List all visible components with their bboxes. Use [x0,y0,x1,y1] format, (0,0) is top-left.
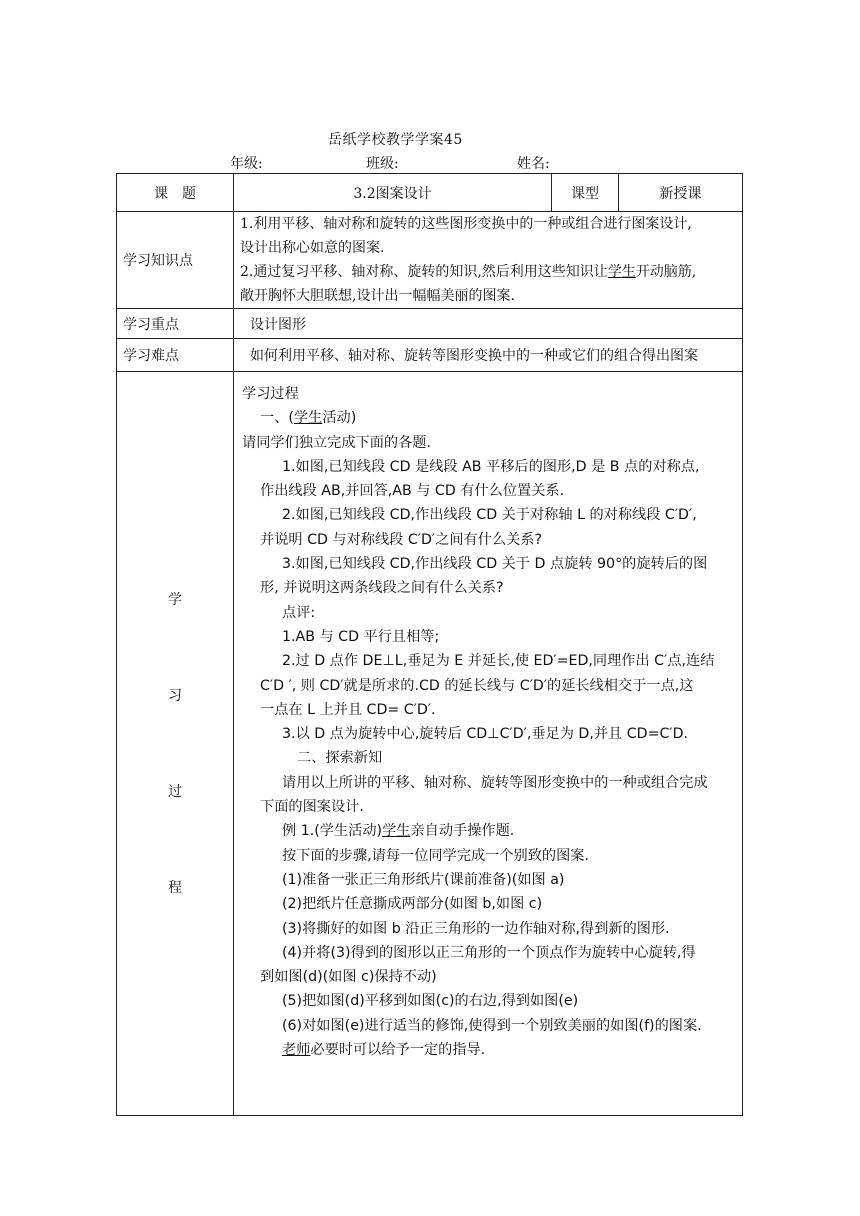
key-point-row [117,309,743,339]
process-line: 并说明 CD 与对称线段 C′D′之间有什么关系? [260,531,542,548]
type-value: 新授课 [619,174,743,212]
process-row [117,372,743,1116]
knowledge-label: 学习知识点 [117,212,234,309]
process-line: 形, 并说明这两条线段之间有什么关系? [260,580,504,597]
grade-label: 年级: [230,156,263,172]
process-line: 3.如图,已知线段 CD,作出线段 CD 关于 D 点旋转 90°的旋转后的图 [282,556,708,573]
topic-row [117,174,743,212]
process-line: 一点在 L 上并且 CD= C′D′. [260,701,436,718]
name-label: 姓名: [517,156,550,172]
process-line: 例 1.(学生活动)学生亲自动手操作题. [282,823,515,840]
process-line: 下面的图案设计. [260,799,364,816]
process-line: 老师必要时可以给予一定的指导. [282,1042,486,1059]
process-line: C′D ′, 则 CD′就是所求的.CD 的延长线与 C′D′的延长线相交于一点,这 [260,677,694,694]
student-link[interactable]: 学生 [382,823,411,840]
key-point-label: 学习重点 [117,309,234,339]
document-title: 岳纸学校教学学案45 [328,132,463,148]
topic-label: 课 题 [117,174,234,212]
process-line: (5)把如图(d)平移到如图(c)的右边,得到如图(e) [282,993,579,1010]
process-line: (6)对如图(e)进行适当的修饰,使得到一个别致美丽的如图(f)的图案. [282,1017,702,1034]
class-label: 班级: [366,156,399,172]
process-line: 1.如图,已知线段 CD 是线段 AB 平移后的图形,D 是 B 点的对称点, [282,458,700,475]
process-line: 请用以上所讲的平移、轴对称、旋转等图形变换中的一种或组合完成 [282,774,708,791]
process-label: 学 习 过 程 [117,372,234,1116]
knowledge-content [234,212,743,309]
knowledge-line: 1.利用平移、轴对称和旋转的这些图形变换中的一种或组合进行图案设计, [240,216,692,232]
topic-value: 3.2图案设计 [234,174,552,212]
process-line: (1)准备一张正三角形纸片(课前准备)(如图 a) [282,871,565,888]
process-line: (4)并将(3)得到的图形以正三角形的一个顶点作为旋转中心旋转,得 [282,944,696,961]
knowledge-line: 敞开胸怀大胆联想,设计出一幅幅美丽的图案. [240,288,515,304]
process-line: 一、(学生活动) [260,410,357,427]
difficulty-value: 如何利用平移、轴对称、旋转等图形变换中的一种或它们的组合得出图案 [234,339,743,372]
process-line: 2.过 D 点作 DE⊥L,垂足为 E 并延长,使 ED′=ED,同理作出 C′点,连结 [282,653,715,670]
process-line: 请同学们独立完成下面的各题. [242,434,431,451]
process-line: 二、探索新知 [297,750,383,767]
knowledge-line: 设计出称心如意的图案. [240,240,385,256]
process-line: (3)将撕好的如图 b 沿正三角形的一边作轴对称,得到新的图形. [282,920,670,937]
student-link[interactable]: 学生 [293,410,323,427]
type-label: 课型 [552,174,619,212]
difficulty-row [117,339,743,372]
student-link[interactable]: 学生 [607,264,636,280]
knowledge-line: 2.通过复习平移、轴对称、旋转的知识,然后利用这些知识让学生开动脑筋, [240,264,697,280]
process-line: 1.AB 与 CD 平行且相等; [282,628,440,645]
key-point-value: 设计图形 [234,309,743,339]
process-heading: 学习过程 [242,386,299,402]
process-line: 到如图(d)(如图 c)保持不动) [260,969,437,986]
process-line: 点评: [282,604,316,621]
process-line: (2)把纸片任意撕成两部分(如图 b,如图 c) [282,896,543,913]
process-line: 2.如图,已知线段 CD,作出线段 CD 关于对称轴 L 的对称线段 C′D′, [282,507,697,524]
process-content [234,372,743,1116]
knowledge-row [117,212,743,309]
process-line: 按下面的步骤,请每一位同学完成一个别致的图案. [282,847,589,864]
difficulty-label: 学习难点 [117,339,234,372]
lesson-plan-table [116,173,743,1116]
process-line: 3.以 D 点为旋转中心,旋转后 CD⊥C′D′,垂足为 D,并且 CD=C′D. [282,726,689,743]
process-line: 作出线段 AB,并回答,AB 与 CD 有什么位置关系. [260,483,565,500]
teacher-link[interactable]: 老师 [282,1042,311,1059]
